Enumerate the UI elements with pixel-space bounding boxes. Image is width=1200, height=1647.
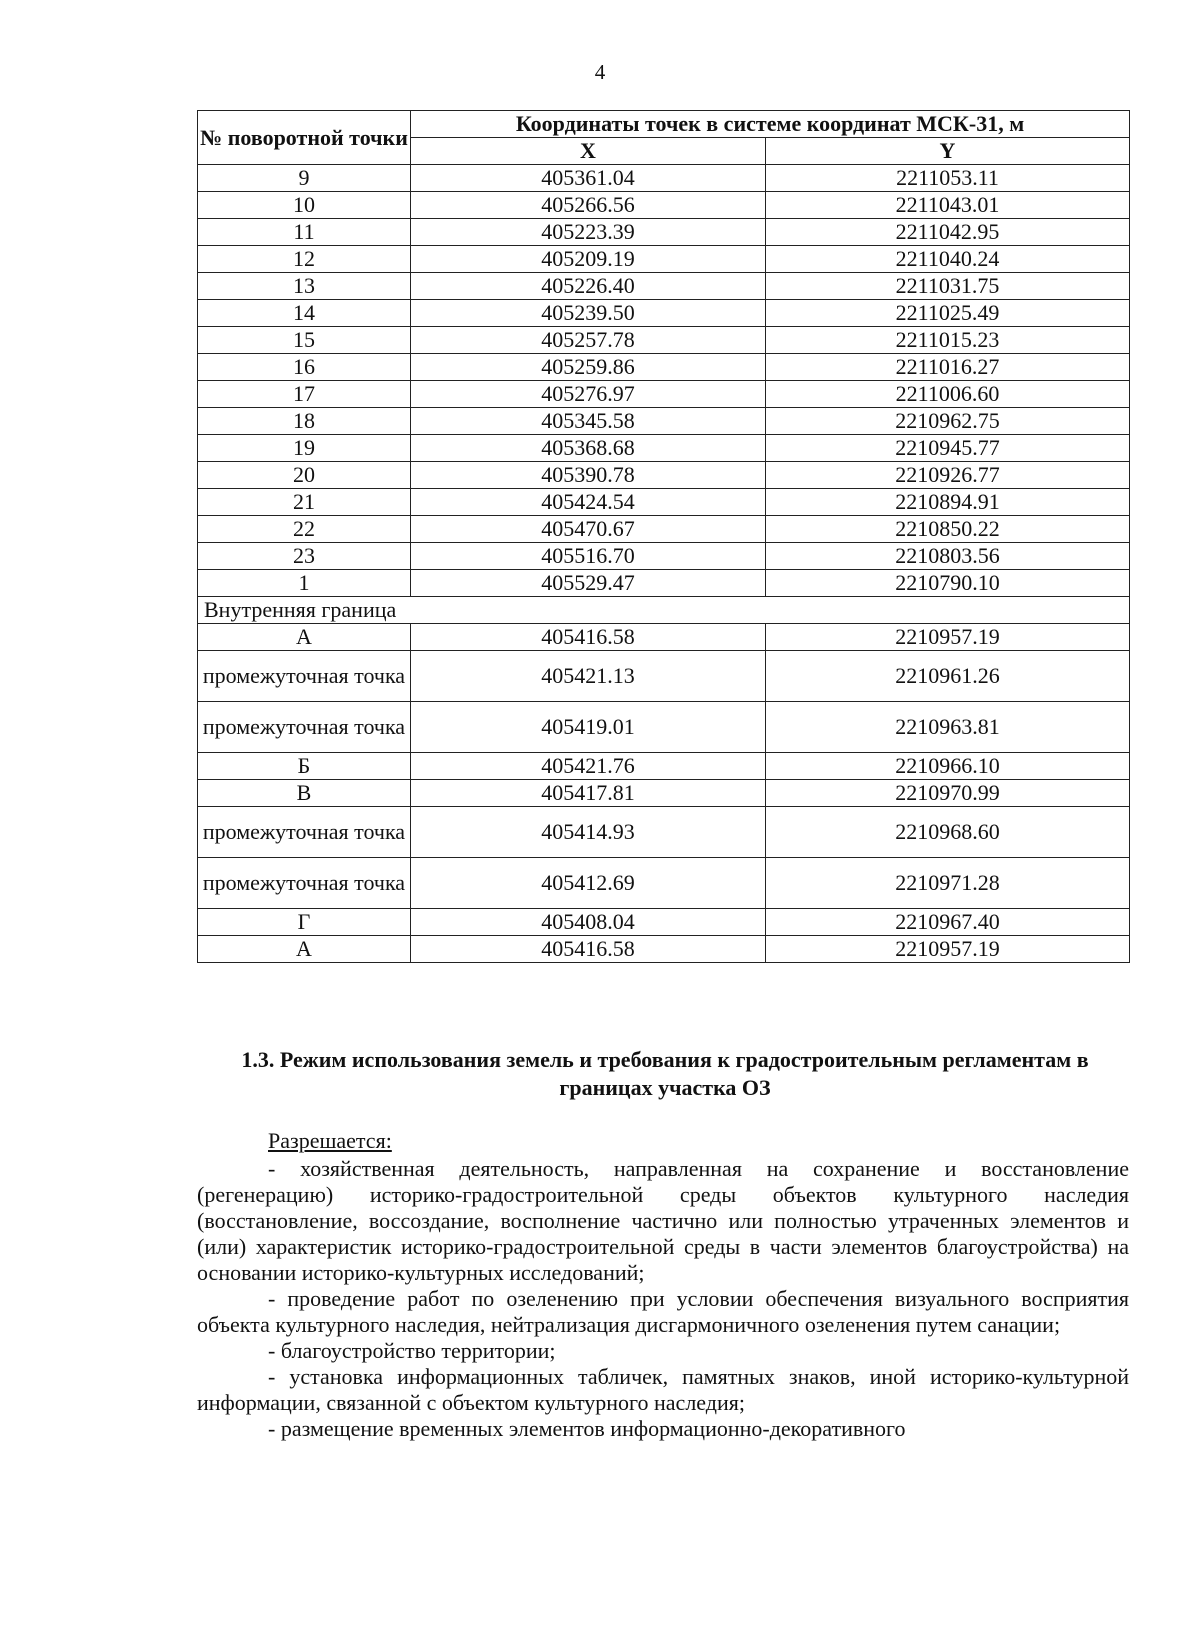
x-cell: 405266.56 [411, 192, 766, 219]
table-row [198, 462, 1130, 489]
x-cell: 405276.97 [411, 381, 766, 408]
point-cell: 1 [198, 570, 411, 597]
y-cell: 2210957.19 [766, 936, 1130, 963]
table-row [198, 300, 1130, 327]
y-cell: 2211031.75 [766, 273, 1130, 300]
y-cell: 2211006.60 [766, 381, 1130, 408]
table-row [198, 516, 1130, 543]
y-cell: 2211015.23 [766, 327, 1130, 354]
y-cell: 2210850.22 [766, 516, 1130, 543]
point-cell: 16 [198, 354, 411, 381]
x-cell: 405470.67 [411, 516, 766, 543]
table-row [198, 909, 1130, 936]
y-cell: 2210957.19 [766, 624, 1130, 651]
list-item: - хозяйственная деятельность, направленная на сохранение и восстановление (регенерацию) историко-градостроительной среды объектов культурного наследия (восстановление, воссоздание, восполнение частично или полностью утраченных элементов и (или) характеристик историко-градостроительной среды в части элементов благоустройства) на основании историко-культурных исследований; [197, 1156, 1129, 1285]
section-title: 1.3. Режим использования земель и требования к градостроительным регламентам в границах участка ОЗ [241, 1047, 1089, 1100]
table-row [198, 858, 1130, 909]
inner-boundary-row [198, 597, 1130, 624]
x-cell: 405259.86 [411, 354, 766, 381]
table-row [198, 702, 1130, 753]
point-cell: промежуточная точка [198, 807, 411, 858]
point-cell: промежуточная точка [198, 702, 411, 753]
point-cell: промежуточная точка [198, 858, 411, 909]
point-cell: 21 [198, 489, 411, 516]
x-cell: 405412.69 [411, 858, 766, 909]
page-number: 4 [594, 60, 606, 84]
header-point-number: № поворотной точки [198, 111, 411, 165]
x-cell: 405424.54 [411, 489, 766, 516]
y-cell: 2210926.77 [766, 462, 1130, 489]
point-cell: 14 [198, 300, 411, 327]
y-cell: 2210962.75 [766, 408, 1130, 435]
x-cell: 405239.50 [411, 300, 766, 327]
table-row [198, 354, 1130, 381]
x-cell: 405368.68 [411, 435, 766, 462]
y-cell: 2210961.26 [766, 651, 1130, 702]
point-cell: 13 [198, 273, 411, 300]
y-cell: 2210968.60 [766, 807, 1130, 858]
section-body [197, 1128, 1129, 1442]
header-coordinates: Координаты точек в системе координат МСК-31, м [411, 111, 1130, 138]
point-cell: Г [198, 909, 411, 936]
point-cell: 17 [198, 381, 411, 408]
x-cell: 405226.40 [411, 273, 766, 300]
point-cell: А [198, 936, 411, 963]
point-cell: В [198, 780, 411, 807]
y-cell: 2210966.10 [766, 753, 1130, 780]
table-row [198, 381, 1130, 408]
y-cell: 2211043.01 [766, 192, 1130, 219]
x-cell: 405417.81 [411, 780, 766, 807]
x-cell: 405209.19 [411, 246, 766, 273]
y-cell: 2210790.10 [766, 570, 1130, 597]
point-cell: 9 [198, 165, 411, 192]
x-cell: 405421.13 [411, 651, 766, 702]
table-row [198, 651, 1130, 702]
x-cell: 405345.58 [411, 408, 766, 435]
y-cell: 2210894.91 [766, 489, 1130, 516]
point-cell: 22 [198, 516, 411, 543]
list-item: - установка информационных табличек, памятных знаков, иной историко-культурной информации, связанной с объектом культурного наследия; [197, 1364, 1129, 1415]
list-item: - благоустройство территории; [268, 1338, 556, 1363]
table-row [198, 936, 1130, 963]
point-cell: 12 [198, 246, 411, 273]
inner-boundary-label: Внутренняя граница [198, 597, 1130, 624]
coordinates-table [197, 110, 1130, 963]
x-cell: 405516.70 [411, 543, 766, 570]
header-y: Y [766, 138, 1130, 165]
point-cell: А [198, 624, 411, 651]
x-cell: 405390.78 [411, 462, 766, 489]
y-cell: 2210945.77 [766, 435, 1130, 462]
point-cell: 11 [198, 219, 411, 246]
y-cell: 2211053.11 [766, 165, 1130, 192]
point-cell: 10 [198, 192, 411, 219]
table-row [198, 489, 1130, 516]
point-cell: Б [198, 753, 411, 780]
x-cell: 405414.93 [411, 807, 766, 858]
point-cell: 18 [198, 408, 411, 435]
x-cell: 405419.01 [411, 702, 766, 753]
y-cell: 2210967.40 [766, 909, 1130, 936]
y-cell: 2211016.27 [766, 354, 1130, 381]
table-row [198, 219, 1130, 246]
table-row [198, 435, 1130, 462]
table-row [198, 327, 1130, 354]
y-cell: 2210971.28 [766, 858, 1130, 909]
table-row [198, 570, 1130, 597]
point-cell: 23 [198, 543, 411, 570]
y-cell: 2210963.81 [766, 702, 1130, 753]
table-row [198, 780, 1130, 807]
y-cell: 2210970.99 [766, 780, 1130, 807]
table-row [198, 543, 1130, 570]
header-x: X [411, 138, 766, 165]
x-cell: 405223.39 [411, 219, 766, 246]
point-cell: промежуточная точка [198, 651, 411, 702]
list-item: - проведение работ по озеленению при условии обеспечения визуального восприятия объекта культурного наследия, нейтрализация дисгармоничного озеленения путем санации; [197, 1286, 1129, 1337]
table-row [198, 807, 1130, 858]
table-row [198, 273, 1130, 300]
point-cell: 15 [198, 327, 411, 354]
y-cell: 2210803.56 [766, 543, 1130, 570]
table-row [198, 624, 1130, 651]
x-cell: 405421.76 [411, 753, 766, 780]
x-cell: 405416.58 [411, 624, 766, 651]
y-cell: 2211042.95 [766, 219, 1130, 246]
allowed-label: Разрешается: [268, 1128, 392, 1153]
table-row [198, 192, 1130, 219]
x-cell: 405416.58 [411, 936, 766, 963]
x-cell: 405257.78 [411, 327, 766, 354]
table-row [198, 408, 1130, 435]
table-row [198, 753, 1130, 780]
table-row [198, 165, 1130, 192]
list-item: - размещение временных элементов информационно-декоративного [268, 1416, 906, 1441]
x-cell: 405529.47 [411, 570, 766, 597]
y-cell: 2211025.49 [766, 300, 1130, 327]
point-cell: 19 [198, 435, 411, 462]
x-cell: 405408.04 [411, 909, 766, 936]
table-row [198, 246, 1130, 273]
point-cell: 20 [198, 462, 411, 489]
y-cell: 2211040.24 [766, 246, 1130, 273]
x-cell: 405361.04 [411, 165, 766, 192]
